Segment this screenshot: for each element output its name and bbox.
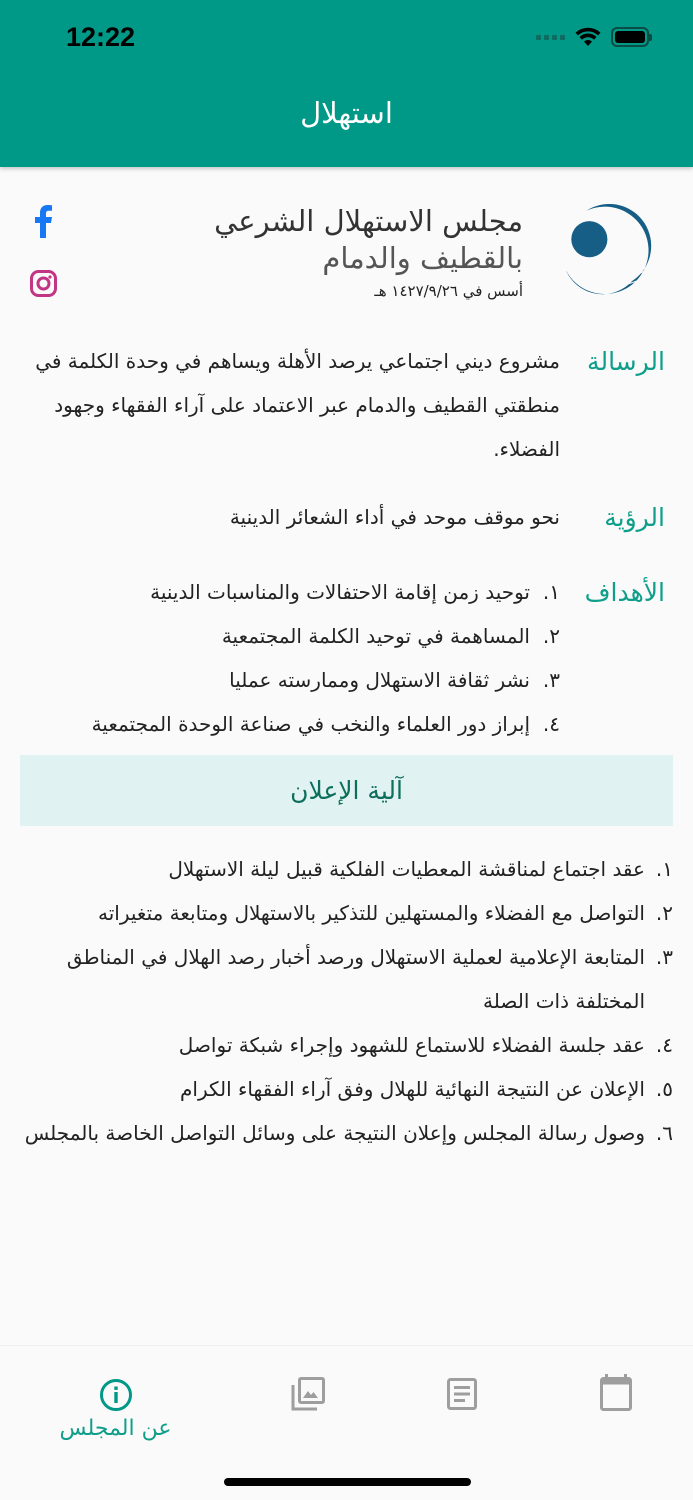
message-text: مشروع ديني اجتماعي يرصد الأهلة ويساهم في وحدة الكلمة في منطقتي القطيف والدمام عبر الاعتماد على آراء الفقهاء وجهود الفضلاء.	[35, 349, 560, 461]
tab-about[interactable]	[29, 1346, 202, 1446]
message-label: الرسالة	[587, 347, 665, 376]
photo-library-icon	[290, 1376, 326, 1412]
tab-gallery[interactable]	[221, 1346, 394, 1446]
goals-section	[20, 570, 665, 746]
tab-about-label: عن المجلس	[59, 1416, 172, 1441]
mechanism-banner	[20, 755, 673, 826]
tab-articles[interactable]	[375, 1346, 548, 1446]
org-info	[214, 202, 523, 300]
goal-item: ٢. المساهمة في توحيد الكلمة المجتمعية	[221, 624, 560, 648]
vision-label: الرؤية	[604, 503, 665, 532]
mechanism-list	[18, 847, 673, 1155]
article-icon	[446, 1377, 478, 1411]
mechanism-item: ٣. المتابعة الإعلامية لعملية الاستهلال ورصد أخبار رصد الهلال في المناطق المختلفة ذات الصلة	[66, 945, 673, 1013]
app-bar	[0, 0, 693, 167]
about-content[interactable]	[0, 167, 693, 1345]
goal-item: ١. توحيد زمن إقامة الاحتفالات والمناسبات الدينية	[150, 580, 560, 604]
goal-item: ٣. نشر ثقافة الاستهلال وممارسته عمليا	[229, 668, 560, 692]
mechanism-item: ٢. التواصل مع الفضلاء والمستهلين للتذكير بالاستهلال ومتابعة متغيراته	[98, 901, 673, 925]
home-indicator	[224, 1478, 471, 1486]
battery-icon	[611, 27, 649, 47]
mechanism-title: آلية الإعلان	[290, 776, 403, 805]
message-section	[20, 339, 665, 471]
org-subtitle: بالقطيف والدمام	[322, 241, 523, 275]
crescent-logo-icon	[558, 204, 653, 301]
app-title: استهلال	[300, 96, 393, 130]
status-icons	[536, 27, 649, 47]
org-header	[20, 202, 653, 312]
info-icon	[99, 1378, 133, 1412]
instagram-icon[interactable]	[30, 270, 57, 297]
org-name: مجلس الاستهلال الشرعي	[214, 204, 523, 238]
vision-section	[20, 495, 665, 540]
facebook-icon[interactable]	[33, 204, 53, 238]
mechanism-item: ٥. الإعلان عن النتيجة النهائية للهلال وفق آراء الفقهاء الكرام	[180, 1077, 673, 1101]
mechanism-item: ٤. عقد جلسة الفضلاء للاستماع للشهود وإجراء شبكة تواصل	[178, 1033, 673, 1057]
signal-icon	[536, 35, 565, 40]
wifi-icon	[575, 27, 601, 47]
goal-item: ٤. إبراز دور العلماء والنخب في صناعة الوحدة المجتمعية	[91, 712, 560, 736]
bottom-tab-bar	[0, 1345, 693, 1500]
mechanism-item: ٦. وصول رسالة المجلس وإعلان النتيجة على وسائل التواصل الخاصة بالمجلس	[24, 1121, 673, 1145]
goals-label: الأهداف	[584, 578, 665, 607]
org-founded-date: أسس في ١٤٢٧/٩/٢٦ هـ	[374, 282, 523, 300]
mechanism-item: ١. عقد اجتماع لمناقشة المعطيات الفلكية قبيل ليلة الاستهلال	[168, 857, 673, 881]
tab-calendar[interactable]	[529, 1346, 693, 1446]
status-time: 12:22	[66, 22, 136, 52]
vision-text: نحو موقف موحد في أداء الشعائر الدينية	[229, 505, 560, 529]
calendar-icon	[599, 1374, 633, 1412]
goals-list	[20, 570, 570, 746]
